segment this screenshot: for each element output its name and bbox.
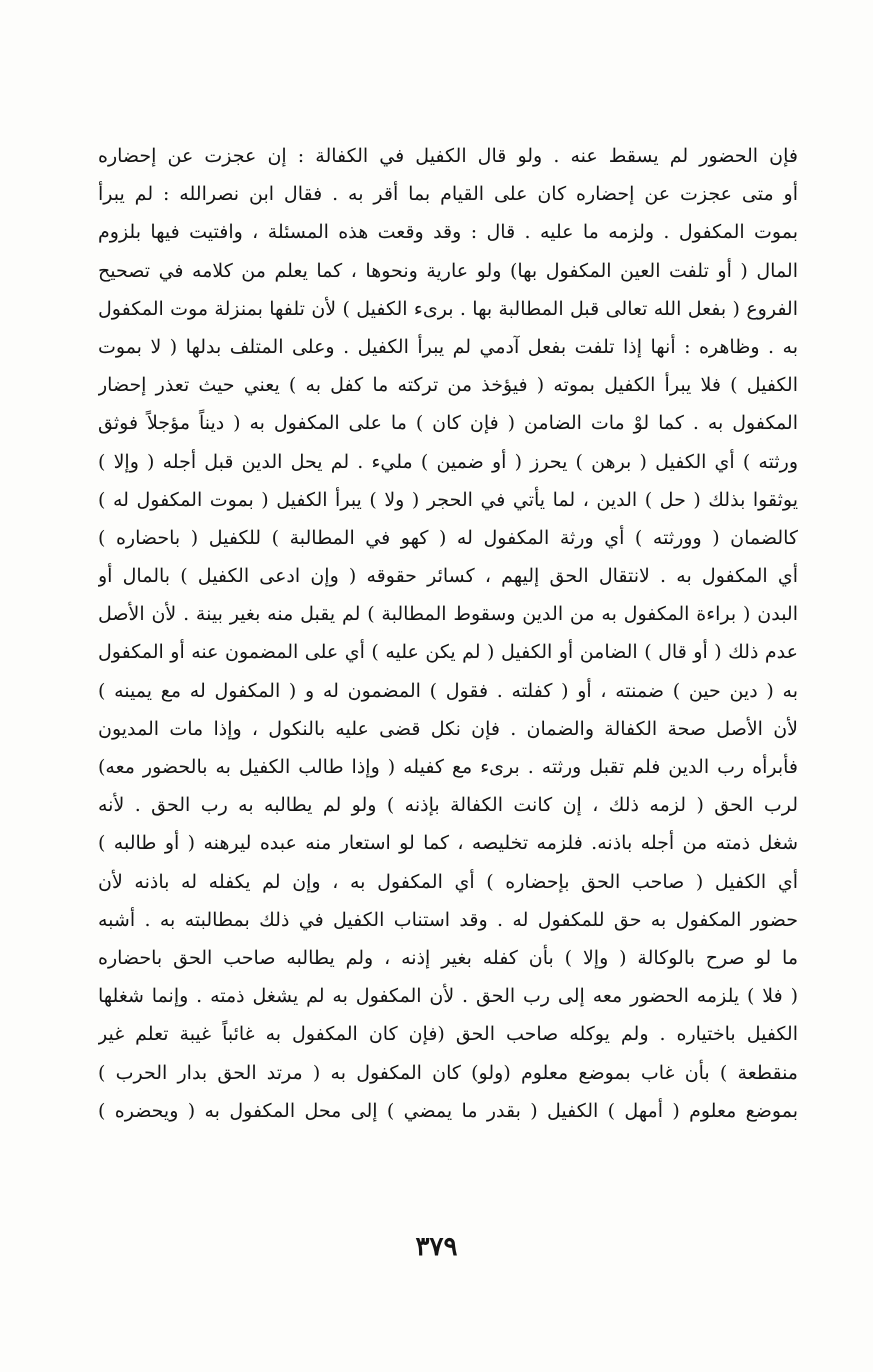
text-line: به . وظاهره : أنها إذا تلفت بفعل آدمي لم يبرأ الكفيل . وعلى المتلف بدلها ( لا بموت	[98, 335, 798, 358]
text-line: الفروع ( بفعل الله تعالى قبل المطالبة بها . برىء الكفيل ) لأن تلفها بمنزلة موت المكفول	[98, 297, 798, 320]
body-text	[98, 137, 798, 1130]
text-line: ( فلا ) يلزمه الحضور معه إلى رب الحق . لأن المكفول به لم يشغل ذمته . وإنما شغلها	[98, 985, 798, 1008]
text-line: الكفيل باختياره . ولم يوكله صاحب الحق (فإن كان المكفول به غائباً غيبة تعلم غير	[98, 1023, 798, 1046]
text-line: كالضمان ( وورثته ) أي ورثة المكفول له ( كهو في المطالبة ) للكفيل ( باحضاره )	[98, 526, 798, 549]
text-line: بموت المكفول . ولزمه ما عليه . قال : وقد وقعت هذه المسئلة ، وافتيت فيها بلزوم	[98, 221, 798, 244]
text-line: لرب الحق ( لزمه ذلك ، إن كانت الكفالة بإذنه ) ولو لم يطالبه به رب الحق . لأنه	[98, 794, 798, 817]
text-line: ورثته ) أي الكفيل ( برهن ) يحرز ( أو ضمين ) مليء . لم يحل الدين قبل أجله ( وإلا )	[98, 450, 798, 473]
text-line: المكفول به . كما لوْ مات الضامن ( فإن كان ) ما على المكفول به ( ديناً مؤجلاً فوثق	[98, 412, 798, 435]
text-line: يوثقوا بذلك ( حل ) الدين ، لما يأتي في الحجر ( ولا ) يبرأ الكفيل ( بموت المكفول له )	[98, 488, 798, 511]
text-line: الكفيل ) فلا يبرأ الكفيل بموته ( فيؤخذ من تركته ما كفل به ) يعني حيث تعذر إحضار	[98, 374, 798, 397]
text-line: ما لو صرح بالوكالة ( وإلا ) بأن كفله بغير إذنه ، ولم يطالبه صاحب الحق باحضاره	[98, 946, 798, 969]
text-line: به ( دين حين ) ضمنته ، أو ( كفلته . فقول ) المضمون له و ( المكفول له مع يمينه )	[98, 679, 798, 702]
text-line: منقطعة ) بأن غاب بموضع معلوم (ولو) كان المكفول به ( مرتد الحق بدار الحرب )	[98, 1061, 798, 1084]
text-line: أي الكفيل ( صاحب الحق بإحضاره ) أي المكفول به ، وإن لم يكفله له باذنه لأن	[98, 870, 798, 893]
text-line: البدن ( براءة المكفول به من الدين وسقوط المطالبة ) لم يقبل منه بغير بينة . لأن الأصل	[98, 603, 798, 626]
page-number: ٣٧٩	[415, 1232, 458, 1262]
text-line: المال ( أو تلفت العين المكفول بها) ولو عارية ونحوها ، كما يعلم من كلامه في تصحيح	[98, 259, 798, 282]
text-line: فأبرأه رب الدين فلم تقبل ورثته . برىء مع كفيله ( وإذا طالب الكفيل به بالحضور معه)	[98, 756, 798, 778]
text-line: بموضع معلوم ( أمهل ) الكفيل ( بقدر ما يمضي ) إلى محل المكفول به ( ويحضره )	[98, 1099, 798, 1122]
text-line: أو متى عجزت عن إحضاره كان على القيام بما أقر به . فقال ابن نصرالله : لم يبرأ	[98, 183, 798, 206]
text-line: أي المكفول به . لانتقال الحق إليهم ، كسائر حقوقه ( وإن ادعى الكفيل ) بالمال أو	[98, 565, 798, 588]
text-line: فإن الحضور لم يسقط عنه . ولو قال الكفيل في الكفالة : إن عجزت عن إحضاره	[98, 145, 798, 167]
text-line: عدم ذلك ( أو قال ) الضامن أو الكفيل ( لم يكن عليه ) أي على المضمون عنه أو المكفول	[98, 641, 798, 664]
text-line: شغل ذمته من أجله باذنه. فلزمه تخليصه ، كما لو استعار منه عبده ليرهنه ( أو طالبه )	[98, 832, 798, 855]
text-line: حضور المكفول به حق للمكفول له . وقد استناب الكفيل في ذلك بمطالبته به . أشبه	[98, 908, 798, 931]
text-line: لأن الأصل صحة الكفالة والضمان . فإن نكل قضى عليه بالنكول ، وإذا مات المديون	[98, 717, 798, 740]
